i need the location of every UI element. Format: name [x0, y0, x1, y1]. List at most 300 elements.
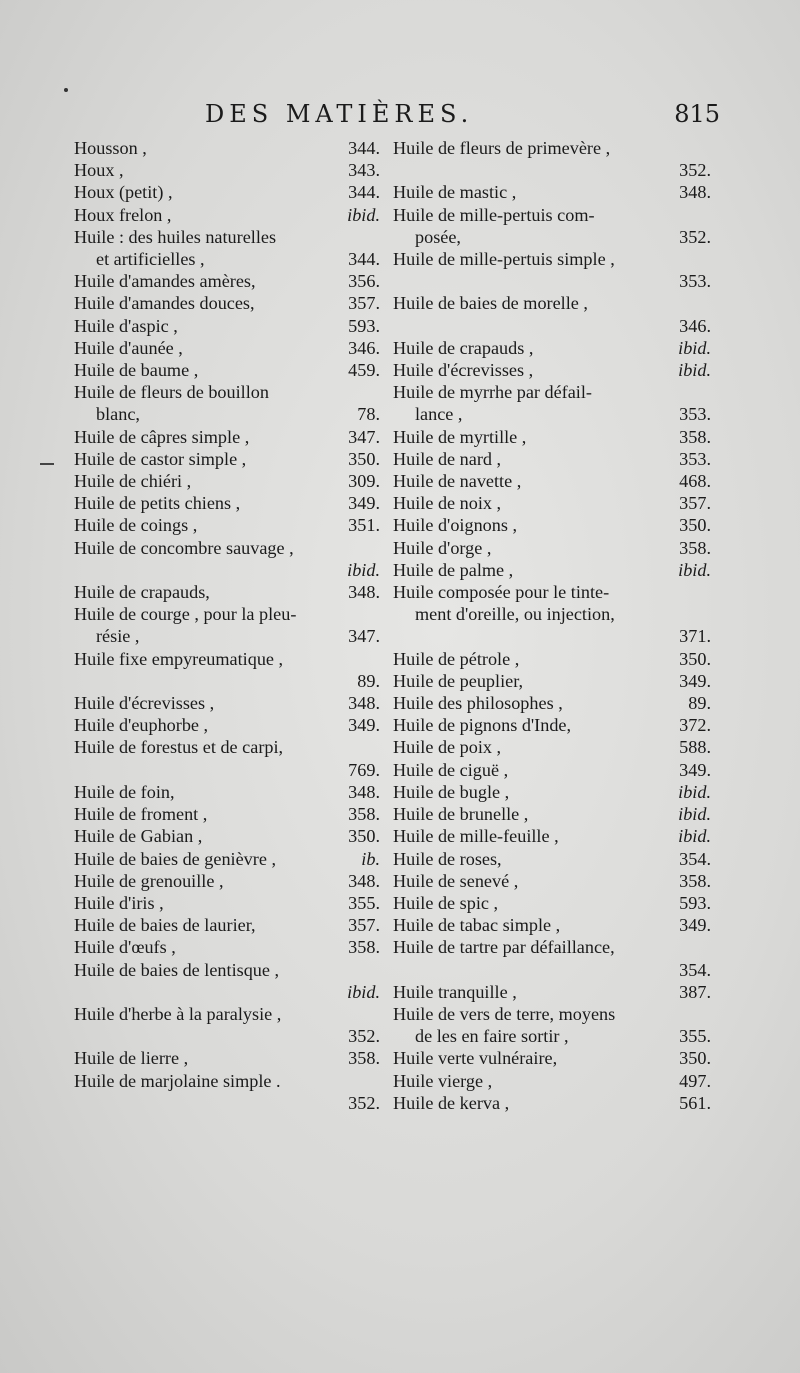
- index-entry: [74, 1003, 380, 1047]
- entry-text: Huile d'orge ,: [393, 537, 492, 558]
- entry-line: [74, 270, 380, 292]
- page-reference: 387.: [679, 981, 711, 1002]
- page-reference: 350.: [348, 826, 380, 847]
- index-entry: [74, 870, 380, 892]
- entry-text: Huile d'écrevisses ,: [393, 360, 534, 381]
- index-entry: [74, 692, 380, 714]
- page-reference: 468.: [679, 471, 711, 492]
- page-reference: 349.: [348, 715, 380, 736]
- entry-line: [393, 981, 711, 1003]
- entry-line: [74, 1025, 380, 1047]
- entry-line: [74, 315, 380, 337]
- entry-line: [74, 448, 380, 470]
- page-reference: 352.: [348, 1026, 380, 1047]
- entry-line: [74, 936, 380, 958]
- page-reference: 459.: [348, 360, 380, 381]
- page-reference: ibid.: [347, 981, 380, 1002]
- index-entry: [393, 292, 711, 336]
- entry-line: [74, 892, 380, 914]
- entry-text: Huile de baies de lentisque ,: [74, 959, 280, 980]
- running-title: DES MATIÈRES.: [205, 100, 474, 128]
- index-entry: [393, 426, 711, 448]
- entry-line: [74, 470, 380, 492]
- index-entry: [74, 270, 380, 292]
- entry-text: Huile de courge , pour la pleu-: [74, 604, 297, 625]
- page-reference: 349.: [348, 493, 380, 514]
- entry-line: [74, 248, 380, 270]
- index-entry: [393, 848, 711, 870]
- entry-text: Huile de myrrhe par défail-: [393, 382, 592, 403]
- entry-line: [393, 403, 711, 425]
- entry-text: Huile des philosophes ,: [393, 693, 563, 714]
- entry-text: Huile : des huiles naturelles: [74, 226, 277, 247]
- entry-line: [393, 381, 711, 403]
- entry-line: [393, 448, 711, 470]
- page-reference: ibid.: [678, 559, 711, 580]
- page-reference: 355.: [348, 892, 380, 913]
- index-entry: [393, 381, 711, 425]
- entry-text: Huile de pignons d'Inde,: [393, 715, 572, 736]
- entry-text: Huile d'aspic ,: [74, 315, 178, 336]
- page-reference: 344.: [348, 182, 380, 203]
- entry-line: [393, 1070, 711, 1092]
- entry-text: Huile de mille-feuille ,: [393, 826, 559, 847]
- entry-line: [74, 1003, 380, 1025]
- entry-text: Housson ,: [74, 138, 147, 158]
- entry-line: [393, 292, 711, 314]
- entry-line: [74, 1092, 380, 1114]
- entry-line: [393, 936, 711, 958]
- index-entry: [74, 648, 380, 692]
- entry-text: ment d'oreille, ou injection,: [415, 604, 615, 625]
- index-entry: [393, 248, 711, 292]
- entry-text: de les en faire sortir ,: [415, 1026, 569, 1047]
- index-entry: [393, 892, 711, 914]
- index-entry: [74, 714, 380, 736]
- entry-line: [74, 492, 380, 514]
- page-reference: 349.: [679, 670, 711, 691]
- entry-text: Huile de chiéri ,: [74, 471, 192, 492]
- page-reference: 350.: [679, 648, 711, 669]
- index-entry: [74, 315, 380, 337]
- entry-line: [74, 692, 380, 714]
- index-entry: [393, 1092, 711, 1114]
- page-reference: 350.: [348, 448, 380, 469]
- page-reference: 371.: [679, 626, 711, 647]
- entry-line: [74, 714, 380, 736]
- entry-text: Houx ,: [74, 160, 124, 181]
- index-entry: [74, 492, 380, 514]
- entry-text: Huile composée pour le tinte-: [393, 582, 610, 603]
- page-reference: 358.: [679, 426, 711, 447]
- entry-text: Huile de concombre sauvage ,: [74, 537, 294, 558]
- entry-line: [74, 736, 380, 758]
- index-entry: [74, 292, 380, 314]
- page-reference: 357.: [348, 915, 380, 936]
- entry-line: [74, 426, 380, 448]
- index-entry: [393, 470, 711, 492]
- entry-text: Huile de foin,: [74, 781, 175, 802]
- page-reference: ib.: [361, 848, 380, 869]
- page-reference: ibid.: [678, 781, 711, 802]
- index-entry: [74, 337, 380, 359]
- page-reference: 348.: [679, 182, 711, 203]
- index-entry: [393, 714, 711, 736]
- entry-line: [74, 581, 380, 603]
- page-reference: ibid.: [678, 804, 711, 825]
- index-entry: [393, 204, 711, 248]
- entry-line: [74, 1070, 380, 1092]
- page-reference: 358.: [348, 937, 380, 958]
- entry-line: [393, 603, 711, 625]
- page-reference: ibid.: [678, 826, 711, 847]
- entry-text: Huile de ciguë ,: [393, 759, 509, 780]
- page-reference: ibid.: [678, 337, 711, 358]
- index-entry: [74, 470, 380, 492]
- index-entry: [393, 648, 711, 670]
- index-entry: [74, 848, 380, 870]
- entry-text: lance ,: [415, 404, 463, 425]
- entry-line: [393, 692, 711, 714]
- entry-line: [393, 492, 711, 514]
- page-reference: 354.: [679, 848, 711, 869]
- entry-line: [393, 159, 711, 181]
- entry-text: Huile de bugle ,: [393, 781, 510, 802]
- index-entry: [74, 159, 380, 181]
- index-entry: [74, 936, 380, 958]
- entry-text: Huile de Gabian ,: [74, 826, 203, 847]
- entry-line: [74, 337, 380, 359]
- entry-text: Houx frelon ,: [74, 204, 172, 225]
- page-reference: 358.: [348, 804, 380, 825]
- page-reference: 357.: [679, 493, 711, 514]
- index-entry: [393, 670, 711, 692]
- page-reference: ibid.: [347, 559, 380, 580]
- entry-line: [393, 714, 711, 736]
- page-reference: 348.: [348, 693, 380, 714]
- index-entry: [74, 181, 380, 203]
- page-reference: 343.: [348, 160, 380, 181]
- index-entry: [74, 603, 380, 647]
- index-entry: [74, 914, 380, 936]
- entry-text: Huile de navette ,: [393, 471, 522, 492]
- entry-line: [74, 1047, 380, 1069]
- entry-text: Huile de myrtille ,: [393, 426, 527, 447]
- page-reference: 769.: [348, 759, 380, 780]
- page-reference: 593.: [348, 315, 380, 336]
- page-reference: 354.: [679, 959, 711, 980]
- index-entry: [74, 537, 380, 581]
- page-reference: 347.: [348, 626, 380, 647]
- entry-line: [393, 226, 711, 248]
- entry-text: Huile de froment ,: [74, 804, 208, 825]
- index-entry: [74, 825, 380, 847]
- entry-line: [74, 403, 380, 425]
- index-entry: [74, 426, 380, 448]
- entry-text: Huile de senevé ,: [393, 870, 519, 891]
- entry-text: Huile d'iris ,: [74, 892, 164, 913]
- page-reference: 346.: [348, 337, 380, 358]
- page-reference: 353.: [679, 448, 711, 469]
- page-reference: 350.: [679, 1048, 711, 1069]
- entry-line: [74, 914, 380, 936]
- entry-line: [393, 514, 711, 536]
- index-entry: [74, 514, 380, 536]
- entry-text: Huile de vers de terre, moyens: [393, 1003, 616, 1024]
- entry-line: [393, 870, 711, 892]
- index-entry: [393, 1003, 711, 1047]
- index-entry: [74, 736, 380, 780]
- entry-line: [393, 137, 711, 159]
- entry-line: [393, 1092, 711, 1114]
- index-entry: [74, 581, 380, 603]
- entry-text: Huile de brunelle ,: [393, 804, 529, 825]
- entry-text: Huile d'écrevisses ,: [74, 693, 215, 714]
- entry-text: blanc,: [96, 404, 140, 425]
- entry-text: Huile de baume ,: [74, 360, 199, 381]
- index-entry: [393, 692, 711, 714]
- index-entry: [393, 1047, 711, 1069]
- index-entry: [393, 981, 711, 1003]
- entry-line: [74, 137, 380, 159]
- entry-text: Huile de coings ,: [74, 515, 198, 536]
- page-reference: 593.: [679, 892, 711, 913]
- page-reference: 497.: [679, 1070, 711, 1091]
- entry-text: Huile de petits chiens ,: [74, 493, 241, 514]
- entry-text: Houx (petit) ,: [74, 182, 173, 203]
- index-entry: [393, 914, 711, 936]
- entry-line: [74, 381, 380, 403]
- entry-line: [393, 1025, 711, 1047]
- index-entry: [393, 759, 711, 781]
- index-entry: [393, 137, 711, 181]
- page-number: 815: [674, 100, 720, 128]
- entry-text: Huile de fleurs de primevère ,: [393, 138, 611, 158]
- page-reference: 588.: [679, 737, 711, 758]
- page-reference: 358.: [679, 537, 711, 558]
- index-column-right: [393, 137, 711, 1114]
- index-entry: [393, 736, 711, 758]
- entry-line: [74, 759, 380, 781]
- page-reference: 344.: [348, 249, 380, 270]
- entry-text: Huile de spic ,: [393, 892, 499, 913]
- index-entry: [393, 514, 711, 536]
- entry-text: Huile de marjolaine simple .: [74, 1070, 281, 1091]
- entry-line: [74, 803, 380, 825]
- page-reference: 372.: [679, 715, 711, 736]
- index-entry: [393, 492, 711, 514]
- page-reference: 358.: [348, 1048, 380, 1069]
- page-header: [70, 100, 720, 136]
- page-reference: 352.: [679, 160, 711, 181]
- page-reference: 348.: [348, 870, 380, 891]
- entry-text: Huile de poix ,: [393, 737, 502, 758]
- entry-text: Huile d'amandes douces,: [74, 293, 255, 314]
- index-column-left: [74, 137, 380, 1114]
- page-reference: 352.: [679, 226, 711, 247]
- entry-text: Huile de baies de morelle ,: [393, 293, 588, 314]
- entry-line: [393, 581, 711, 603]
- entry-line: [74, 981, 380, 1003]
- index-entry: [393, 1070, 711, 1092]
- entry-text: Huile tranquille ,: [393, 981, 517, 1002]
- entry-text: résie ,: [96, 626, 140, 647]
- entry-text: posée,: [415, 226, 461, 247]
- index-entry: [74, 892, 380, 914]
- index-entry: [74, 781, 380, 803]
- page-reference: 353.: [679, 271, 711, 292]
- ink-dot: [64, 88, 68, 92]
- page-reference: 89.: [688, 693, 711, 714]
- index-entry: [74, 1047, 380, 1069]
- index-entry: [393, 803, 711, 825]
- page-reference: 78.: [357, 404, 380, 425]
- entry-line: [393, 892, 711, 914]
- entry-text: Huile de mille-pertuis com-: [393, 204, 595, 225]
- entry-line: [393, 248, 711, 270]
- entry-text: Huile vierge ,: [393, 1070, 493, 1091]
- entry-text: Huile de baies de genièvre ,: [74, 848, 276, 869]
- entry-line: [74, 359, 380, 381]
- page-reference: 347.: [348, 426, 380, 447]
- entry-text: Huile d'œufs ,: [74, 937, 176, 958]
- entry-line: [74, 648, 380, 670]
- entry-line: [74, 625, 380, 647]
- entry-line: [393, 470, 711, 492]
- entry-line: [393, 559, 711, 581]
- entry-line: [393, 1003, 711, 1025]
- entry-text: Huile verte vulnéraire,: [393, 1048, 558, 1069]
- entry-text: Huile de peuplier,: [393, 670, 524, 691]
- margin-dash: [40, 463, 54, 465]
- page-reference: 351.: [348, 515, 380, 536]
- index-entry: [393, 559, 711, 581]
- entry-text: Huile de baies de laurier,: [74, 915, 256, 936]
- index-entry: [74, 803, 380, 825]
- entry-line: [393, 759, 711, 781]
- page-reference: 561.: [679, 1092, 711, 1113]
- entry-text: Huile de noix ,: [393, 493, 502, 514]
- entry-line: [393, 204, 711, 226]
- entry-line: [393, 648, 711, 670]
- entry-text: et artificielles ,: [96, 249, 205, 270]
- entry-line: [74, 670, 380, 692]
- entry-line: [393, 670, 711, 692]
- entry-line: [74, 825, 380, 847]
- entry-text: Huile de palme ,: [393, 559, 514, 580]
- entry-line: [393, 625, 711, 647]
- entry-line: [393, 359, 711, 381]
- entry-text: Huile de lierre ,: [74, 1048, 189, 1069]
- index-entry: [393, 537, 711, 559]
- entry-line: [393, 736, 711, 758]
- entry-text: Huile de tartre par défaillance,: [393, 937, 615, 958]
- index-entry: [393, 936, 711, 980]
- page-reference: 348.: [348, 781, 380, 802]
- entry-text: Huile fixe empyreumatique ,: [74, 648, 284, 669]
- entry-line: [393, 426, 711, 448]
- entry-text: Huile de câpres simple ,: [74, 426, 250, 447]
- entry-line: [393, 1047, 711, 1069]
- entry-line: [393, 914, 711, 936]
- entry-line: [393, 803, 711, 825]
- index-entry: [74, 226, 380, 270]
- entry-text: Huile de kerva ,: [393, 1092, 510, 1113]
- entry-line: [393, 315, 711, 337]
- index-entry: [74, 448, 380, 470]
- page-reference: 350.: [679, 515, 711, 536]
- entry-text: Huile de nard ,: [393, 448, 502, 469]
- index-entry: [74, 359, 380, 381]
- page-reference: ibid.: [347, 204, 380, 225]
- index-entry: [74, 137, 380, 159]
- entry-line: [74, 292, 380, 314]
- entry-line: [74, 204, 380, 226]
- entry-line: [393, 181, 711, 203]
- entry-line: [74, 781, 380, 803]
- entry-text: Huile de crapauds ,: [393, 337, 534, 358]
- entry-line: [74, 848, 380, 870]
- entry-line: [393, 270, 711, 292]
- index-entry: [393, 337, 711, 359]
- entry-line: [74, 959, 380, 981]
- index-entry: [393, 448, 711, 470]
- index-entry: [393, 359, 711, 381]
- entry-line: [393, 537, 711, 559]
- entry-text: Huile de mastic ,: [393, 182, 517, 203]
- page-reference: 309.: [348, 471, 380, 492]
- entry-text: Huile d'amandes amères,: [74, 271, 256, 292]
- page-reference: 349.: [679, 915, 711, 936]
- index-entry: [393, 181, 711, 203]
- page-reference: 353.: [679, 404, 711, 425]
- entry-line: [74, 537, 380, 559]
- page-reference: 358.: [679, 870, 711, 891]
- page-reference: ibid.: [678, 360, 711, 381]
- entry-line: [74, 559, 380, 581]
- entry-line: [74, 870, 380, 892]
- entry-line: [393, 781, 711, 803]
- page-reference: 352.: [348, 1092, 380, 1113]
- entry-text: Huile de pétrole ,: [393, 648, 520, 669]
- entry-line: [393, 825, 711, 847]
- index-entry: [74, 959, 380, 1003]
- entry-text: Huile de grenouille ,: [74, 870, 224, 891]
- entry-line: [74, 514, 380, 536]
- entry-text: Huile de castor simple ,: [74, 448, 247, 469]
- index-entry: [393, 781, 711, 803]
- page-reference: 89.: [357, 670, 380, 691]
- page-reference: 356.: [348, 271, 380, 292]
- entry-line: [74, 181, 380, 203]
- index-entry: [393, 870, 711, 892]
- entry-line: [74, 159, 380, 181]
- entry-text: Huile de mille-pertuis simple ,: [393, 249, 615, 270]
- page-reference: 357.: [348, 293, 380, 314]
- entry-text: Huile d'aunée ,: [74, 337, 183, 358]
- page-reference: 355.: [679, 1026, 711, 1047]
- page-reference: 349.: [679, 759, 711, 780]
- page-reference: 346.: [679, 315, 711, 336]
- entry-text: Huile de fleurs de bouillon: [74, 382, 269, 403]
- entry-line: [74, 226, 380, 248]
- index-entry: [393, 825, 711, 847]
- index-entry: [74, 1070, 380, 1114]
- entry-text: Huile de tabac simple ,: [393, 915, 561, 936]
- entry-line: [393, 959, 711, 981]
- entry-text: Huile d'herbe à la paralysie ,: [74, 1003, 282, 1024]
- page-reference: 348.: [348, 582, 380, 603]
